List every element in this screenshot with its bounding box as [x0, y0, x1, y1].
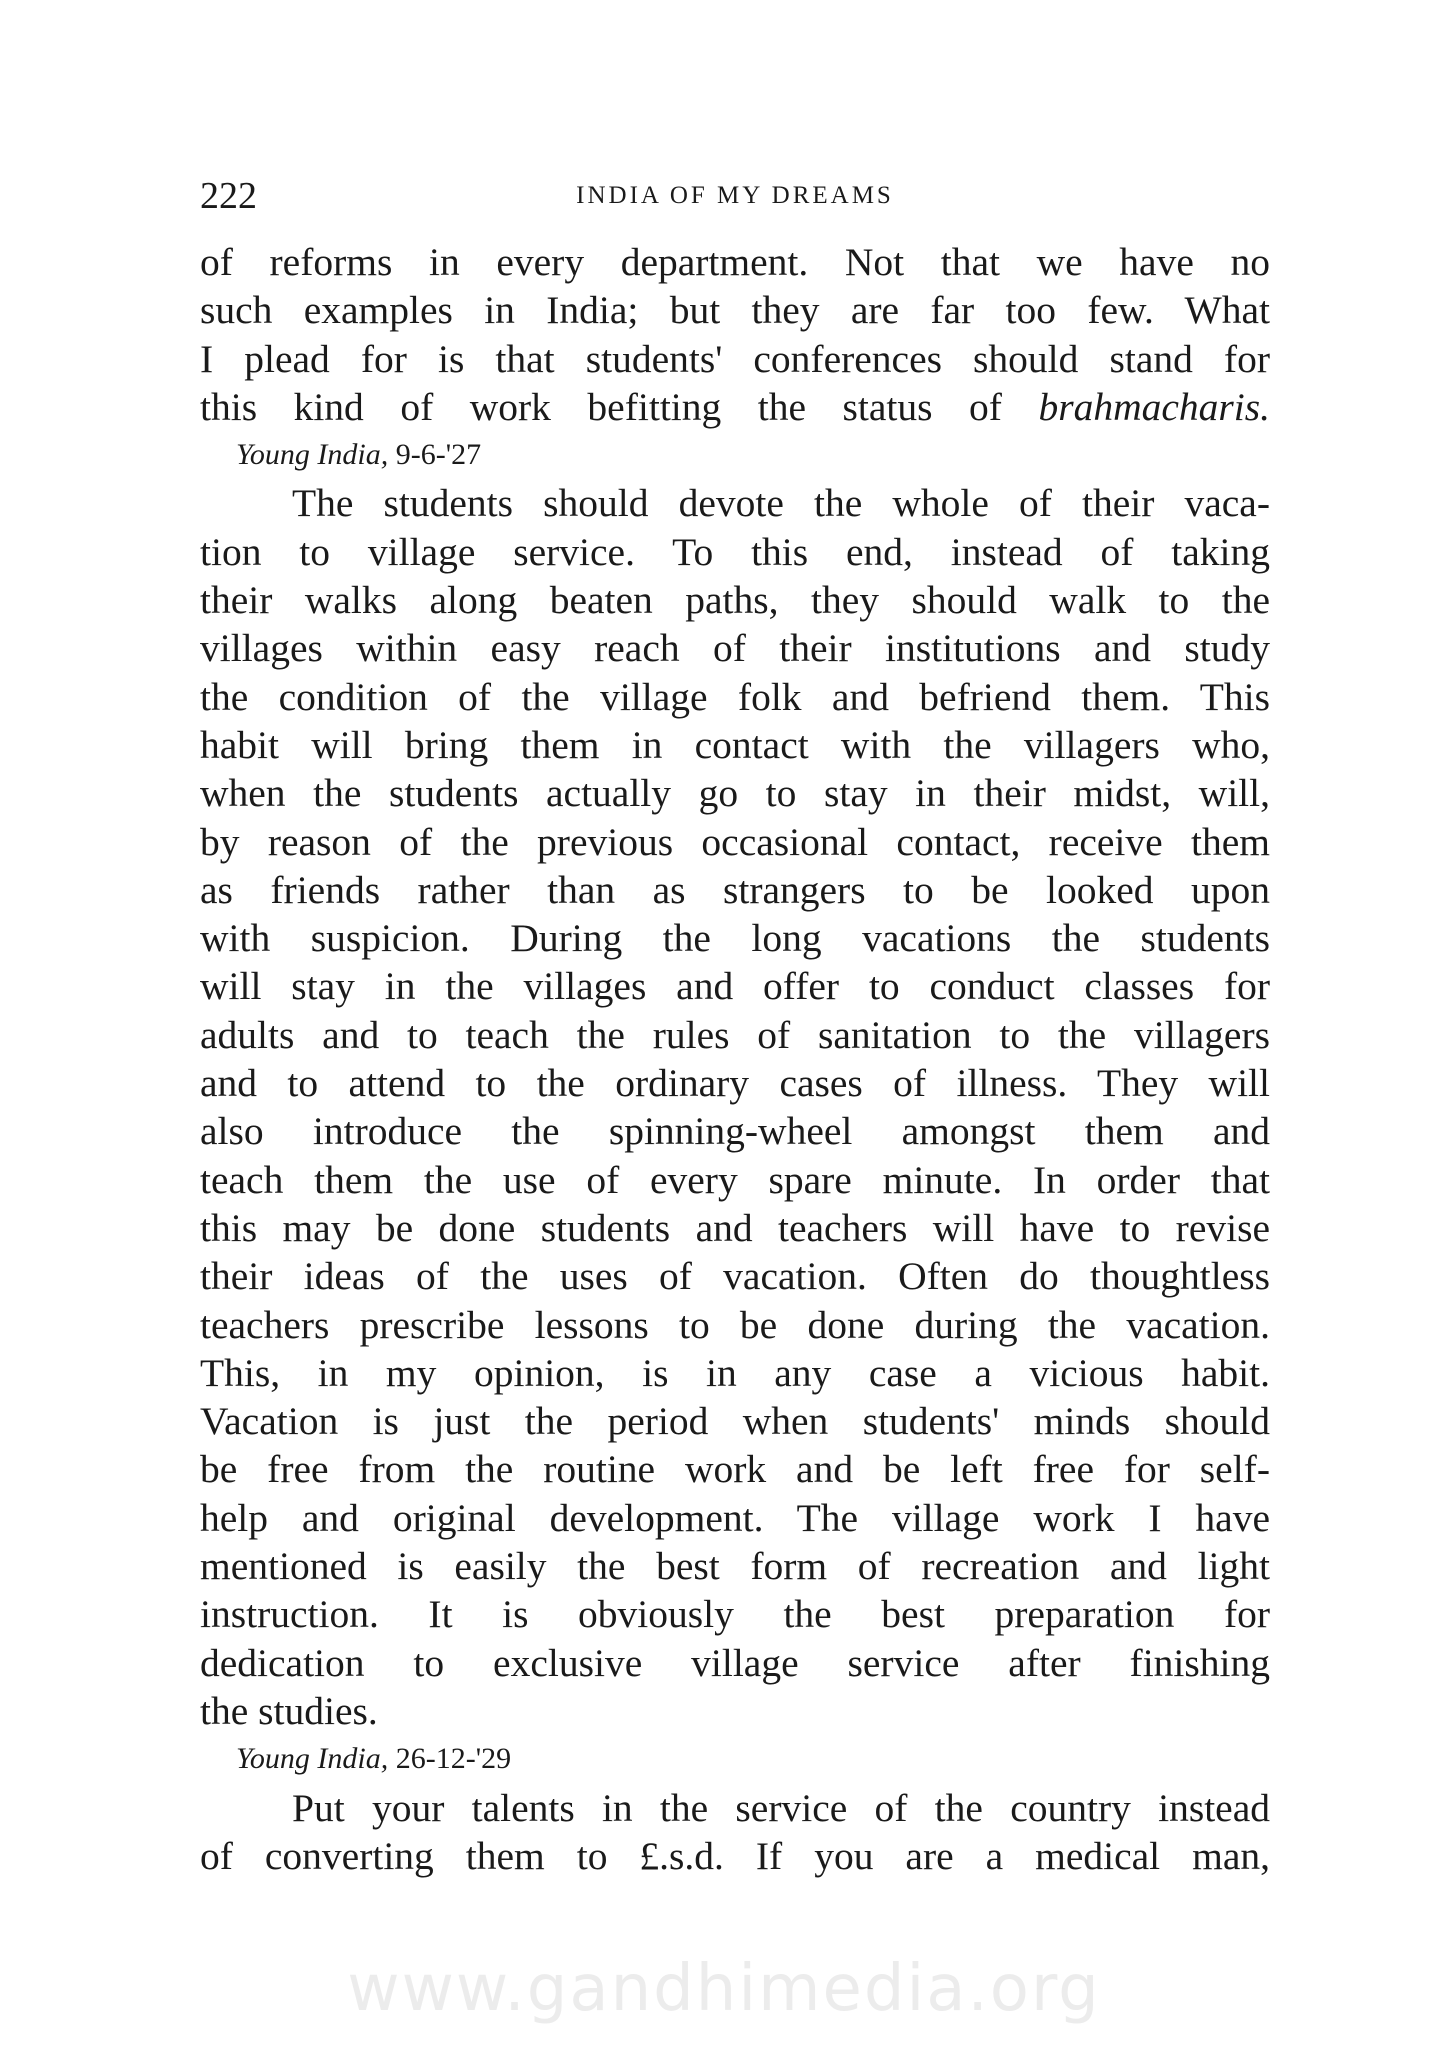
text-line-with-term [200, 383, 1270, 431]
text-line: when the students actually go to stay in their midst, will, [200, 771, 1270, 816]
text-line: instruction. It is obviously the best preparation for [200, 1592, 1270, 1637]
text-line: their walks along beaten paths, they should walk to the [200, 578, 1270, 623]
text-line: dedication to exclusive village service after finishing [200, 1640, 1270, 1685]
text-line: Put your talents in the service of the country instead [292, 1785, 1270, 1830]
source-citation [200, 1735, 1270, 1783]
text-line: habit will bring them in contact with the villagers who, [200, 722, 1270, 767]
text-line: their ideas of the uses of vacation. Often do thoughtless [200, 1254, 1270, 1299]
watermark: www.gandhimedia.org [347, 1952, 1101, 2026]
text-line: tion to village service. To this end, instead of taking [200, 529, 1270, 574]
text-line: help and original development. The village work I have [200, 1495, 1270, 1540]
source-date: 26-12-'29 [395, 1742, 512, 1776]
body-text [200, 238, 1270, 1880]
text-line: The students should devote the whole of their vaca- [292, 481, 1270, 526]
text-line: this may be done students and teachers will have to revise [200, 1205, 1270, 1250]
paragraph-3 [200, 1784, 1270, 1881]
text-line: be free from the routine work and be left free for self- [200, 1447, 1270, 1492]
text-line: This, in my opinion, is in any case a vicious habit. [200, 1350, 1270, 1395]
text-line: will stay in the villages and offer to conduct classes for [200, 964, 1270, 1009]
text-line: adults and to teach the rules of sanitation to the villagers [200, 1012, 1270, 1057]
text-line: with suspicion. During the long vacations the students [200, 916, 1270, 961]
page-number: 222 [200, 175, 257, 217]
text-line: and to attend to the ordinary cases of illness. They will [200, 1061, 1270, 1106]
text-line: teach them the use of every spare minute. In order that [200, 1157, 1270, 1202]
text-line: also introduce the spinning-wheel amongst them and [200, 1109, 1270, 1154]
text-line: teachers prescribe lessons to be done during the vacation. [200, 1302, 1270, 1347]
text-line: by reason of the previous occasional contact, receive them [200, 819, 1270, 864]
paragraph-2 [200, 479, 1270, 1783]
source-date: 9-6-'27 [395, 438, 482, 472]
text-line: the studies. [200, 1688, 378, 1733]
text-line: the condition of the village folk and befriend them. This [200, 674, 1270, 719]
text-line: of reforms in every department. Not that we have no [200, 240, 1270, 284]
text-line-fragment: this kind of work befitting the status of [200, 384, 1002, 429]
text-line: such examples in India; but they are far too few. What [200, 288, 1270, 333]
source-citation [200, 431, 1270, 479]
running-head: INDIA OF MY DREAMS [576, 182, 894, 209]
italic-term: brahmacharis. [1038, 384, 1270, 429]
text-line: as friends rather than as strangers to be looked upon [200, 867, 1270, 912]
paragraph-1 [200, 238, 1270, 479]
page-header [200, 170, 1270, 222]
text-line: I plead for is that students' conferences should stand for [200, 336, 1270, 381]
source-title: Young India, [236, 1742, 389, 1776]
text-line: Vacation is just the period when students' minds should [200, 1399, 1270, 1444]
text-line: villages within easy reach of their institutions and study [200, 626, 1270, 671]
text-line: of converting them to £.s.d. If you are a medical man, [200, 1833, 1270, 1878]
source-title: Young India, [236, 438, 389, 472]
text-line: mentioned is easily the best form of recreation and light [200, 1544, 1270, 1589]
